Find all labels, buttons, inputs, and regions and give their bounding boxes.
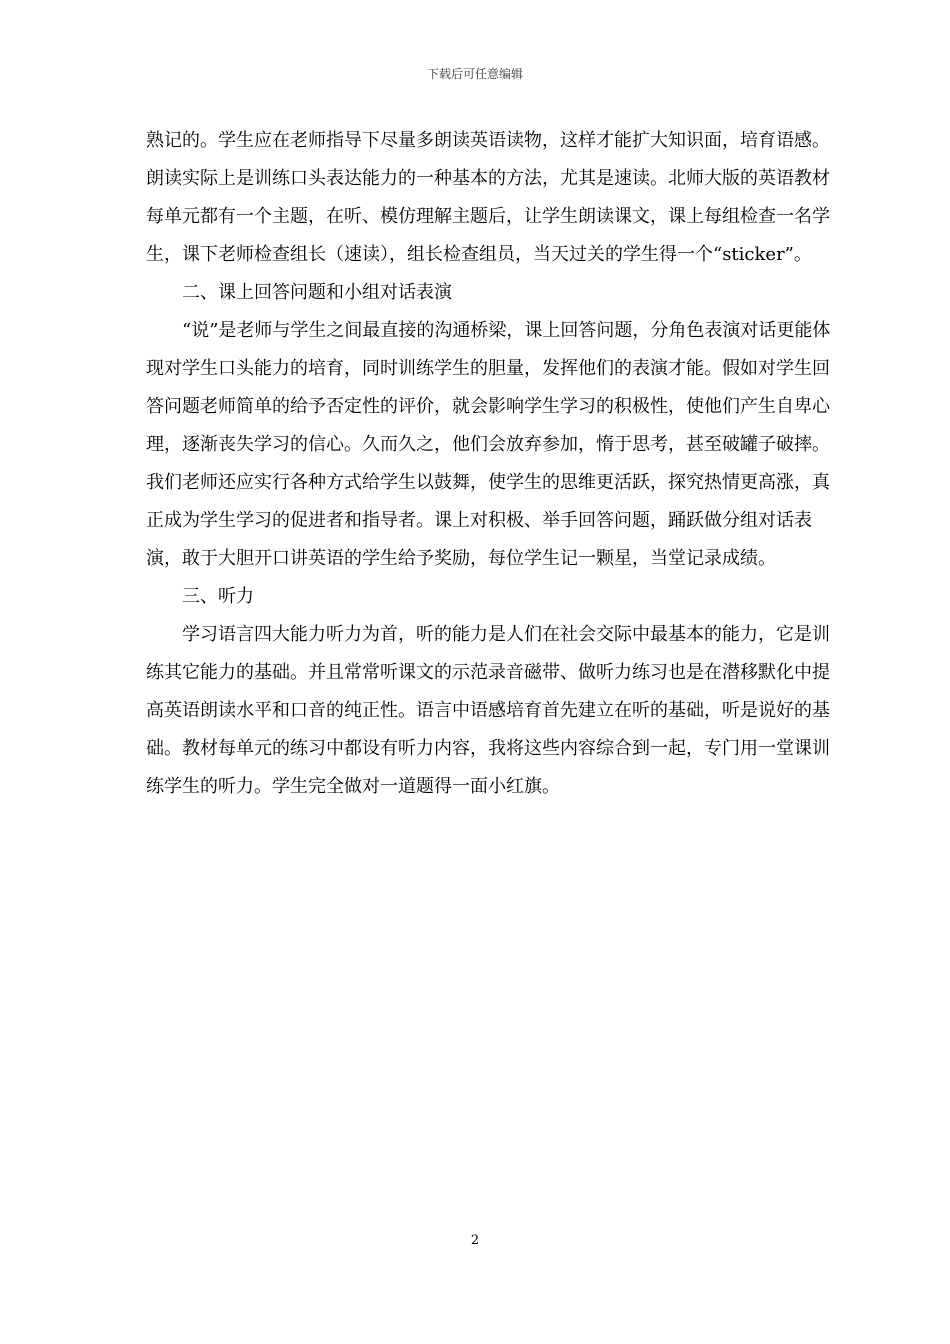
document-body (146, 122, 836, 806)
section-heading-listening: 三、听力 (182, 586, 254, 607)
page-number: 2 (470, 1233, 480, 1248)
section-heading-speaking: 二、课上回答问题和小组对话表演 (182, 282, 452, 303)
paragraph-reading: 熟记的。学生应在老师指导下尽量多朗读英语读物，这样才能扩大知识面，培育语感。朗读实际上是训练口头表达能力的一种基本的方法，尤其是速读。北师大版的英语教材每单元都有一个主题，在听、模仿理解主题后，让学生朗读课文，课上每组检查一名学生，课下老师检查组长（速读），组长检查组员，当天过关的学生得一个“sticker”。 (146, 130, 830, 265)
paragraph-listening: 学习语言四大能力听力为首，听的能力是人们在社会交际中最基本的能力，它是训练其它能力的基础。并且常常听课文的示范录音磁带、做听力练习也是在潜移默化中提高英语朗读水平和口音的纯正性。语言中语感培育首先建立在听的基础，听是说好的基础。教材每单元的练习中都设有听力内容，我将这些内容综合到一起，专门用一堂课训练学生的听力。学生完全做对一道题得一面小红旗。 (146, 624, 830, 797)
paragraph-speaking: “说”是老师与学生之间最直接的沟通桥梁，课上回答问题，分角色表演对话更能体现对学生口头能力的培育，同时训练学生的胆量，发挥他们的表演才能。假如对学生回答问题老师简单的给予否定性的评价，就会影响学生学习的积极性，使他们产生自卑心理，逐渐丧失学习的信心。久而久之，他们会放弃参加，惰于思考，甚至破罐子破摔。我们老师还应实行各种方式给学生以鼓舞，使学生的思维更活跃，探究热情更高涨，真正成为学生学习的促进者和指导者。课上对积极、举手回答问题，踊跃做分组对话表演，敢于大胆开口讲英语的学生给予奖励，每位学生记一颗星，当堂记录成绩。 (146, 320, 831, 569)
page-header: 下载后可任意编辑 (426, 67, 523, 81)
